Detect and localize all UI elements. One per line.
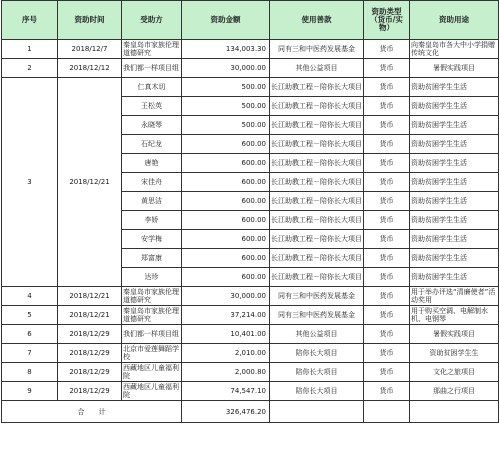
cell-amount: 600.00: [182, 173, 270, 192]
cell-purpose: 资助贫困学生生活: [410, 192, 499, 211]
cell-amount: 600.00: [182, 268, 270, 287]
cell-use: 长江助教工程－陪你长大项目: [270, 211, 364, 230]
cell-amount: 2,010.00: [182, 344, 270, 363]
cell-type: 货币: [364, 363, 410, 382]
cell-recipient: 西藏地区儿童福利院: [122, 382, 182, 401]
cell-purpose: 暑假实践项目: [410, 59, 499, 78]
cell-amount: 30,000.00: [182, 287, 270, 306]
cell-amount: 600.00: [182, 249, 270, 268]
cell-recipient: 唐艳: [122, 154, 182, 173]
cell-use: 陪你长大项目: [270, 382, 364, 401]
cell-recipient: 秦皇岛市家族伦理道德研究: [122, 306, 182, 325]
cell-purpose: 用于购买空调、电解制水机、电钢琴: [410, 306, 499, 325]
cell-amount: 500.00: [182, 116, 270, 135]
cell-use: 长江助教工程－陪你长大项目: [270, 192, 364, 211]
cell-date: 2018/12/7: [58, 40, 122, 59]
cell-use: 其他公益项目: [270, 325, 364, 344]
cell-purpose: 资助贫困学生生活: [410, 211, 499, 230]
cell-recipient: 郑富康: [122, 249, 182, 268]
header-no: 序号: [2, 1, 58, 40]
header-purpose: 资助用途: [410, 1, 499, 40]
table-row: [2, 59, 499, 78]
cell-use: 长江助教工程－陪你长大项目: [270, 230, 364, 249]
cell-recipient: 黄思洁: [122, 192, 182, 211]
cell-date: 2018/12/21: [58, 78, 122, 287]
cell-purpose: 向秦皇岛市各大中小学捐赠传统文化: [410, 40, 499, 59]
cell-amount: 600.00: [182, 135, 270, 154]
cell-date: 2018/12/29: [58, 325, 122, 344]
cell-amount: 2,000.80: [182, 363, 270, 382]
total-empty-cell: [270, 401, 364, 423]
cell-amount: 600.00: [182, 154, 270, 173]
cell-no: 7: [2, 344, 58, 363]
table-row: [2, 344, 499, 363]
cell-type: 货币: [364, 325, 410, 344]
cell-recipient: 我们都一样项目组: [122, 325, 182, 344]
header-type: 资助类型（货币/实物）: [364, 1, 410, 40]
table-row: [2, 325, 499, 344]
cell-type: 货币: [364, 268, 410, 287]
header-row: [2, 1, 499, 40]
cell-use: 长江助教工程－陪你长大项目: [270, 97, 364, 116]
cell-no: 4: [2, 287, 58, 306]
cell-recipient: 宋佳舟: [122, 173, 182, 192]
cell-amount: 600.00: [182, 192, 270, 211]
cell-no: 6: [2, 325, 58, 344]
cell-no: 5: [2, 306, 58, 325]
cell-recipient: 西藏地区儿童福利院: [122, 363, 182, 382]
cell-no: 8: [2, 363, 58, 382]
cell-purpose: 资助贫困学生生活: [410, 268, 499, 287]
cell-recipient: 我们都一样项目组: [122, 59, 182, 78]
cell-type: 货币: [364, 78, 410, 97]
cell-amount: 500.00: [182, 97, 270, 116]
cell-use: 同有三和中医药发展基金: [270, 287, 364, 306]
total-row: [2, 401, 499, 423]
header-use: 使用善款: [270, 1, 364, 40]
cell-no: 1: [2, 40, 58, 59]
cell-amount: 600.00: [182, 230, 270, 249]
cell-type: 货币: [364, 154, 410, 173]
cell-no: 3: [2, 78, 58, 287]
total-empty-cell: [364, 401, 410, 423]
cell-date: 2018/12/21: [58, 306, 122, 325]
cell-amount: 500.00: [182, 78, 270, 97]
header-recipient: 受助方: [122, 1, 182, 40]
cell-use: 陪你长大项目: [270, 363, 364, 382]
cell-recipient: 仁真木切: [122, 78, 182, 97]
cell-use: 长江助教工程－陪你长大项目: [270, 154, 364, 173]
cell-recipient: 北京市爱莲舞蹈学校: [122, 344, 182, 363]
cell-type: 货币: [364, 344, 410, 363]
table-row: [2, 306, 499, 325]
cell-date: 2018/12/29: [58, 363, 122, 382]
cell-date: 2018/12/12: [58, 59, 122, 78]
cell-purpose: 文化之旅项目: [410, 363, 499, 382]
cell-amount: 134,003.30: [182, 40, 270, 59]
table-row: [2, 363, 499, 382]
cell-type: 货币: [364, 211, 410, 230]
cell-purpose: 暑假实践项目: [410, 325, 499, 344]
cell-purpose: 资助贫困学生生活: [410, 173, 499, 192]
cell-purpose: 资助贫困学生生活: [410, 116, 499, 135]
cell-purpose: 资助贫困学生生活: [410, 135, 499, 154]
cell-use: 同有三和中医药发展基金: [270, 306, 364, 325]
cell-type: 货币: [364, 249, 410, 268]
cell-use: 长江助教工程－陪你长大项目: [270, 135, 364, 154]
cell-purpose: 那曲之行项目: [410, 382, 499, 401]
cell-type: 货币: [364, 40, 410, 59]
cell-date: 2018/12/29: [58, 344, 122, 363]
cell-use: 长江助教工程－陪你长大项目: [270, 249, 364, 268]
cell-recipient: 安学梅: [122, 230, 182, 249]
cell-use: 陪你长大项目: [270, 344, 364, 363]
cell-purpose: 资助贫困学生生活: [410, 249, 499, 268]
cell-purpose: 资助贫困学生生活: [410, 154, 499, 173]
cell-no: 9: [2, 382, 58, 401]
cell-recipient: 王松英: [122, 97, 182, 116]
cell-amount: 600.00: [182, 211, 270, 230]
cell-use: 长江助教工程－陪你长大项目: [270, 173, 364, 192]
cell-type: 货币: [364, 287, 410, 306]
cell-amount: 74,547.10: [182, 382, 270, 401]
cell-use: 长江助教工程－陪你长大项目: [270, 268, 364, 287]
cell-purpose: 资助贫困学生生活: [410, 78, 499, 97]
cell-use: 长江助教工程－陪你长大项目: [270, 116, 364, 135]
table-row: [2, 78, 499, 97]
table-row: [2, 287, 499, 306]
cell-amount: 10,401.00: [182, 325, 270, 344]
cell-recipient: 秦皇岛市家族伦理道德研究: [122, 287, 182, 306]
cell-type: 货币: [364, 382, 410, 401]
cell-type: 货币: [364, 97, 410, 116]
cell-type: 货币: [364, 230, 410, 249]
cell-date: 2018/12/29: [58, 382, 122, 401]
cell-type: 货币: [364, 135, 410, 154]
table-row: [2, 40, 499, 59]
cell-amount: 37,214.00: [182, 306, 270, 325]
cell-recipient: 李娇: [122, 211, 182, 230]
cell-use: 长江助教工程－陪你长大项目: [270, 78, 364, 97]
cell-purpose: 资助贫困学生生: [410, 344, 499, 363]
cell-recipient: 石纪龙: [122, 135, 182, 154]
cell-recipient: 秦皇岛市家族伦理道德研究: [122, 40, 182, 59]
cell-date: 2018/12/21: [58, 287, 122, 306]
donation-table: [1, 0, 499, 423]
cell-type: 货币: [364, 173, 410, 192]
cell-no: 2: [2, 59, 58, 78]
total-amount: 326,476.20: [182, 401, 270, 423]
cell-type: 货币: [364, 306, 410, 325]
cell-type: 货币: [364, 59, 410, 78]
total-label: 合 计: [2, 401, 182, 423]
cell-purpose: 资助贫困学生生活: [410, 230, 499, 249]
cell-recipient: 永晓琴: [122, 116, 182, 135]
header-amount: 资助金额: [182, 1, 270, 40]
cell-recipient: 达珍: [122, 268, 182, 287]
cell-purpose: 用于举办评选“清廉使者”活动奖用: [410, 287, 499, 306]
header-date: 资助时间: [58, 1, 122, 40]
cell-type: 货币: [364, 116, 410, 135]
cell-purpose: 资助贫困学生生活: [410, 97, 499, 116]
cell-use: 同有三和中医药发展基金: [270, 40, 364, 59]
cell-use: 其他公益项目: [270, 59, 364, 78]
total-empty-cell: [410, 401, 499, 423]
table-row: [2, 382, 499, 401]
cell-amount: 30,000.00: [182, 59, 270, 78]
cell-type: 货币: [364, 192, 410, 211]
